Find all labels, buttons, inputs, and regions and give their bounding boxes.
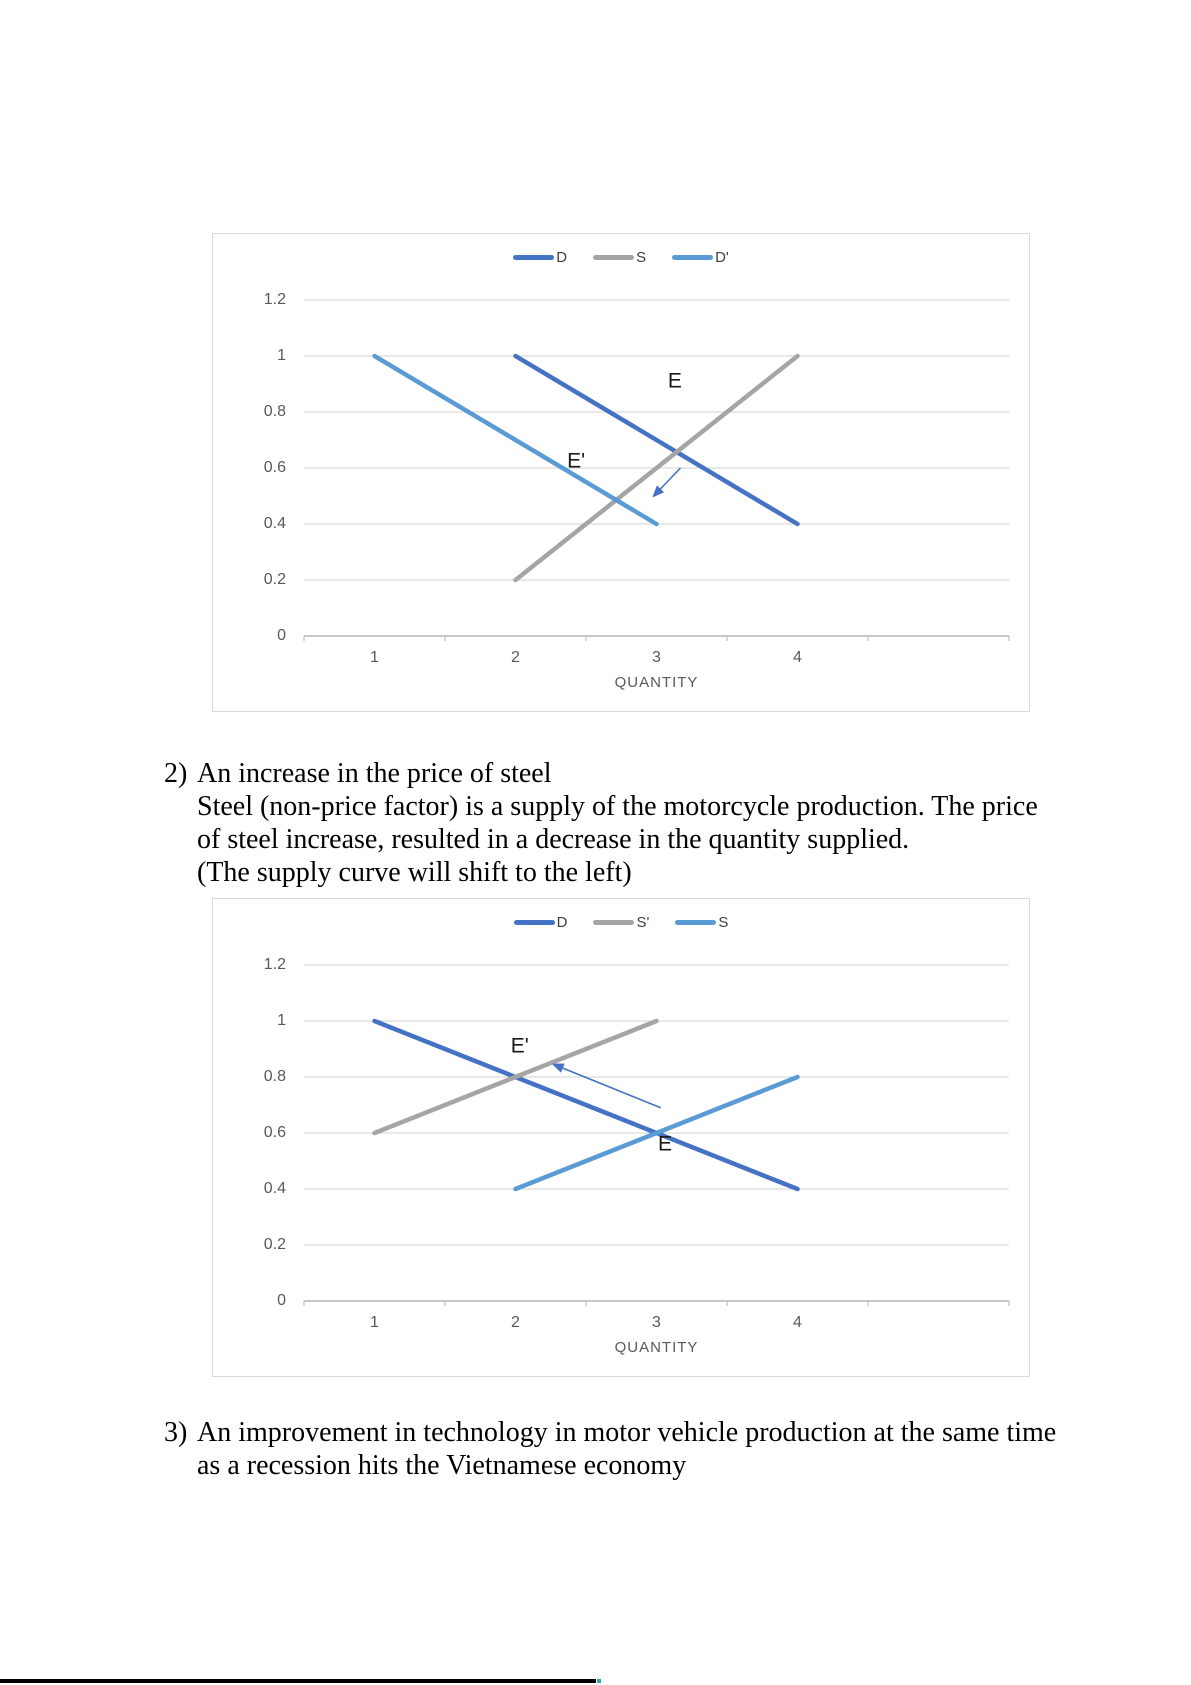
series-line-D' — [375, 356, 657, 524]
legend-label: D — [556, 249, 568, 266]
point-label-E: E — [657, 1132, 672, 1156]
x-axis-title: QUANTITY — [614, 674, 699, 691]
x-tick-label: 1 — [370, 1314, 379, 1331]
y-tick-label: 1.2 — [263, 956, 286, 973]
series-line-D — [516, 356, 798, 524]
shift-arrow — [554, 1064, 661, 1107]
y-tick-label: 0.2 — [263, 1236, 286, 1253]
text-line: Steel (non-price factor) is a supply of the motorcycle production. The price — [197, 791, 1038, 822]
plot-area — [213, 899, 1031, 1378]
chart-demand-shift — [212, 233, 1030, 712]
y-tick-label: 0.6 — [263, 459, 286, 476]
x-tick-label: 4 — [793, 1314, 802, 1331]
legend-label: S — [718, 914, 729, 931]
x-tick-label: 4 — [793, 649, 802, 666]
x-tick-label: 1 — [370, 649, 379, 666]
x-axis-title: QUANTITY — [614, 1339, 699, 1356]
y-tick-label: 0 — [277, 627, 286, 644]
y-tick-label: 0.6 — [263, 1124, 286, 1141]
bottom-separator-line — [0, 1679, 596, 1683]
text-line: of steel increase, resulted in a decrease in the quantity supplied. — [197, 824, 910, 855]
legend-label: D — [556, 914, 568, 931]
text-line: An improvement in technology in motor vehicle production at the same time — [197, 1417, 1057, 1448]
y-tick-label: 0.8 — [263, 1068, 286, 1085]
cursor-mark — [597, 1679, 601, 1683]
y-tick-label: 0.4 — [263, 515, 286, 532]
chart-supply-shift — [212, 898, 1030, 1377]
y-tick-label: 0.8 — [263, 403, 286, 420]
text-line: An increase in the price of steel — [197, 758, 552, 789]
point-label-E: E — [667, 369, 682, 393]
y-tick-label: 0.2 — [263, 571, 286, 588]
x-tick-label: 2 — [511, 649, 520, 666]
plot-area — [213, 234, 1031, 713]
series-line-D — [375, 1021, 798, 1189]
item-3 — [164, 1416, 1056, 1482]
x-tick-label: 2 — [511, 1314, 520, 1331]
legend-label: S — [636, 249, 647, 266]
item-2 — [164, 757, 1038, 889]
list-marker: 3) — [164, 1417, 188, 1448]
x-tick-label: 3 — [652, 1314, 661, 1331]
legend-label: D' — [715, 249, 729, 266]
point-label-E-prime: E' — [567, 449, 586, 473]
legend-label: S' — [636, 914, 650, 931]
point-label-E-prime: E' — [510, 1034, 529, 1058]
text-line: as a recession hits the Vietnamese economy — [197, 1450, 687, 1481]
list-marker: 2) — [164, 758, 188, 789]
y-tick-label: 1.2 — [263, 291, 286, 308]
shift-arrow — [654, 468, 681, 496]
y-tick-label: 0 — [277, 1292, 286, 1309]
y-tick-label: 1 — [277, 347, 286, 364]
y-tick-label: 1 — [277, 1012, 286, 1029]
text-line: (The supply curve will shift to the left) — [197, 857, 632, 888]
x-tick-label: 3 — [652, 649, 661, 666]
y-tick-label: 0.4 — [263, 1180, 286, 1197]
